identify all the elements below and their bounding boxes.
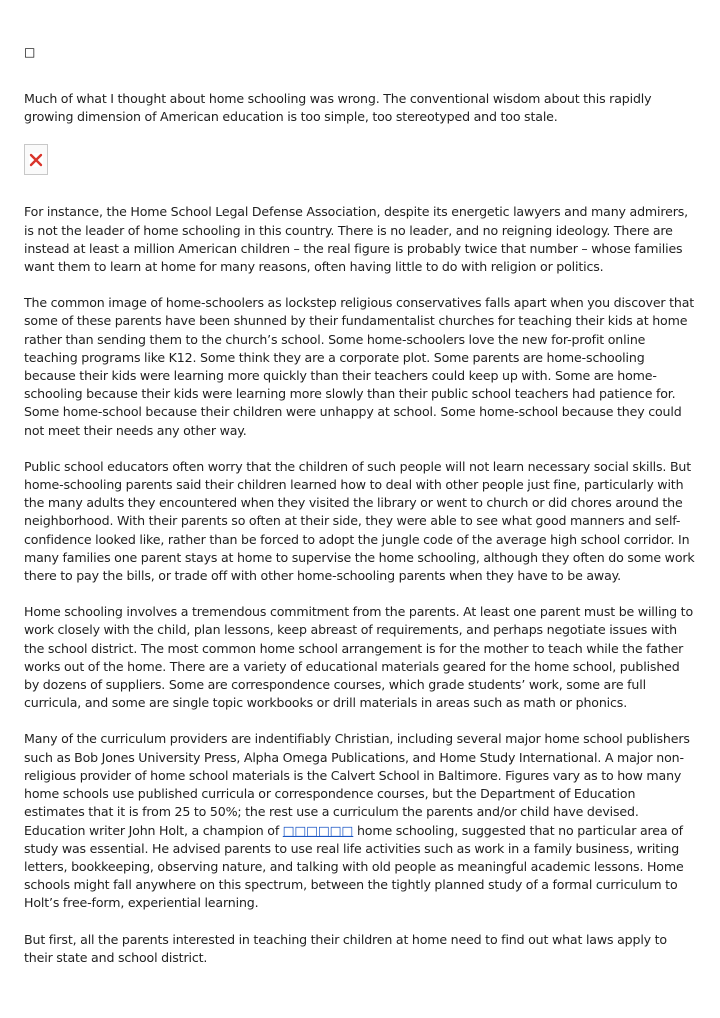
paragraph-social-skills: Public school educators often worry that the children of such people will not learn necessary social skills. But home-schooling parents said their children learned how to deal with other people just fine, particularly with the many adults they encountered when they visited the library or went to church or did chores around the neighborhood. With their parents so often at their side, they were able to see what good manners and self-confidence looked like, rather than be forced to adopt the jungle code of the average high school corridor. In many families one parent stays at home to supervise the home schooling, although they often do some work there to pay the bills, or trade off with other home-schooling parents when they have to be away.	[24, 458, 695, 584]
header-glyph: □	[24, 45, 36, 59]
paragraph-closing: But first, all the parents interested in teaching their children at home need to find out what laws apply to their state and school district.	[24, 931, 667, 965]
curriculum-text-after-link: home schooling, suggested that no particular area of study was essential. He advised parents to use real life activities such as work in a family business, writing letters, bookkeeping, observing nature, and talking with old people as meaningful academic lessons. Home schools might fall anywhere on this spectrum, between the tightly planned study of a formal curriculum to Holt’s free-form, experiential learning.	[24, 822, 684, 911]
paragraph-legal-defense: For instance, the Home School Legal Defense Association, despite its energetic lawyers and many admirers, is not the leader of home schooling in this country. There is no leader, and no reigning ideology. There are instead at least a million American children – the real figure is probably twice that number – whose families want them to learn at home for many reasons, often having little to do with religion or politics.	[24, 204, 689, 275]
curriculum-text-before-link: Many of the curriculum providers are indentifiably Christian, including several major home school publishers such as Bob Jones University Press, Alpha Omega Publications, and Home Study International. A major non-religious provider of home school materials is the Calvert School in Baltimore. Figures vary as to how many home schools use published curricula or correspondence courses, but the Department of Education estimates that it is from 25 to 50%; the rest use a curriculum the parents and/or child have devised. Education writer John Holt, a champion of	[24, 731, 690, 838]
broken-image-placeholder	[24, 144, 48, 175]
article	[24, 44, 698, 985]
paragraph-commitment: Home schooling involves a tremendous commitment from the parents. At least one parent must be willing to work closely with the child, plan lessons, keep abreast of requirements, and perhaps negotiate issues with the school district. The most common home school arrangement is for the mother to teach while the father works out of the home. There are a variety of educational materials geared for the home school, published by dozens of suppliers. Some are correspondence courses, which grade students’ work, some are full curricula, and some are single topic workbooks or drill materials in areas such as math or phonics.	[24, 604, 694, 711]
paragraph-curriculum	[24, 730, 698, 912]
paragraph-common-image: The common image of home-schoolers as lockstep religious conservatives falls apart when you discover that some of these parents have been shunned by their fundamentalist churches for teaching their kids at home rather than sending them to the church’s school. Some home-schoolers love the new for-profit online teaching programs like K12. Some think they are a corporate plot. Some parents are home-schooling because their kids were learning more quickly than their teachers could keep up with. Some are home-schooling because their kids were learning more slowly than their public school teachers had patience for. Some home-school because their children were unhappy at school. Some home-school because they could not meet their needs any other way.	[24, 295, 695, 438]
inline-link[interactable]: □□□□□□	[282, 822, 354, 838]
intro-paragraph: Much of what I thought about home schooling was wrong. The conventional wisdom about this rapidly growing dimension of American education is too simple, too stereotyped and too stale.	[24, 91, 652, 125]
